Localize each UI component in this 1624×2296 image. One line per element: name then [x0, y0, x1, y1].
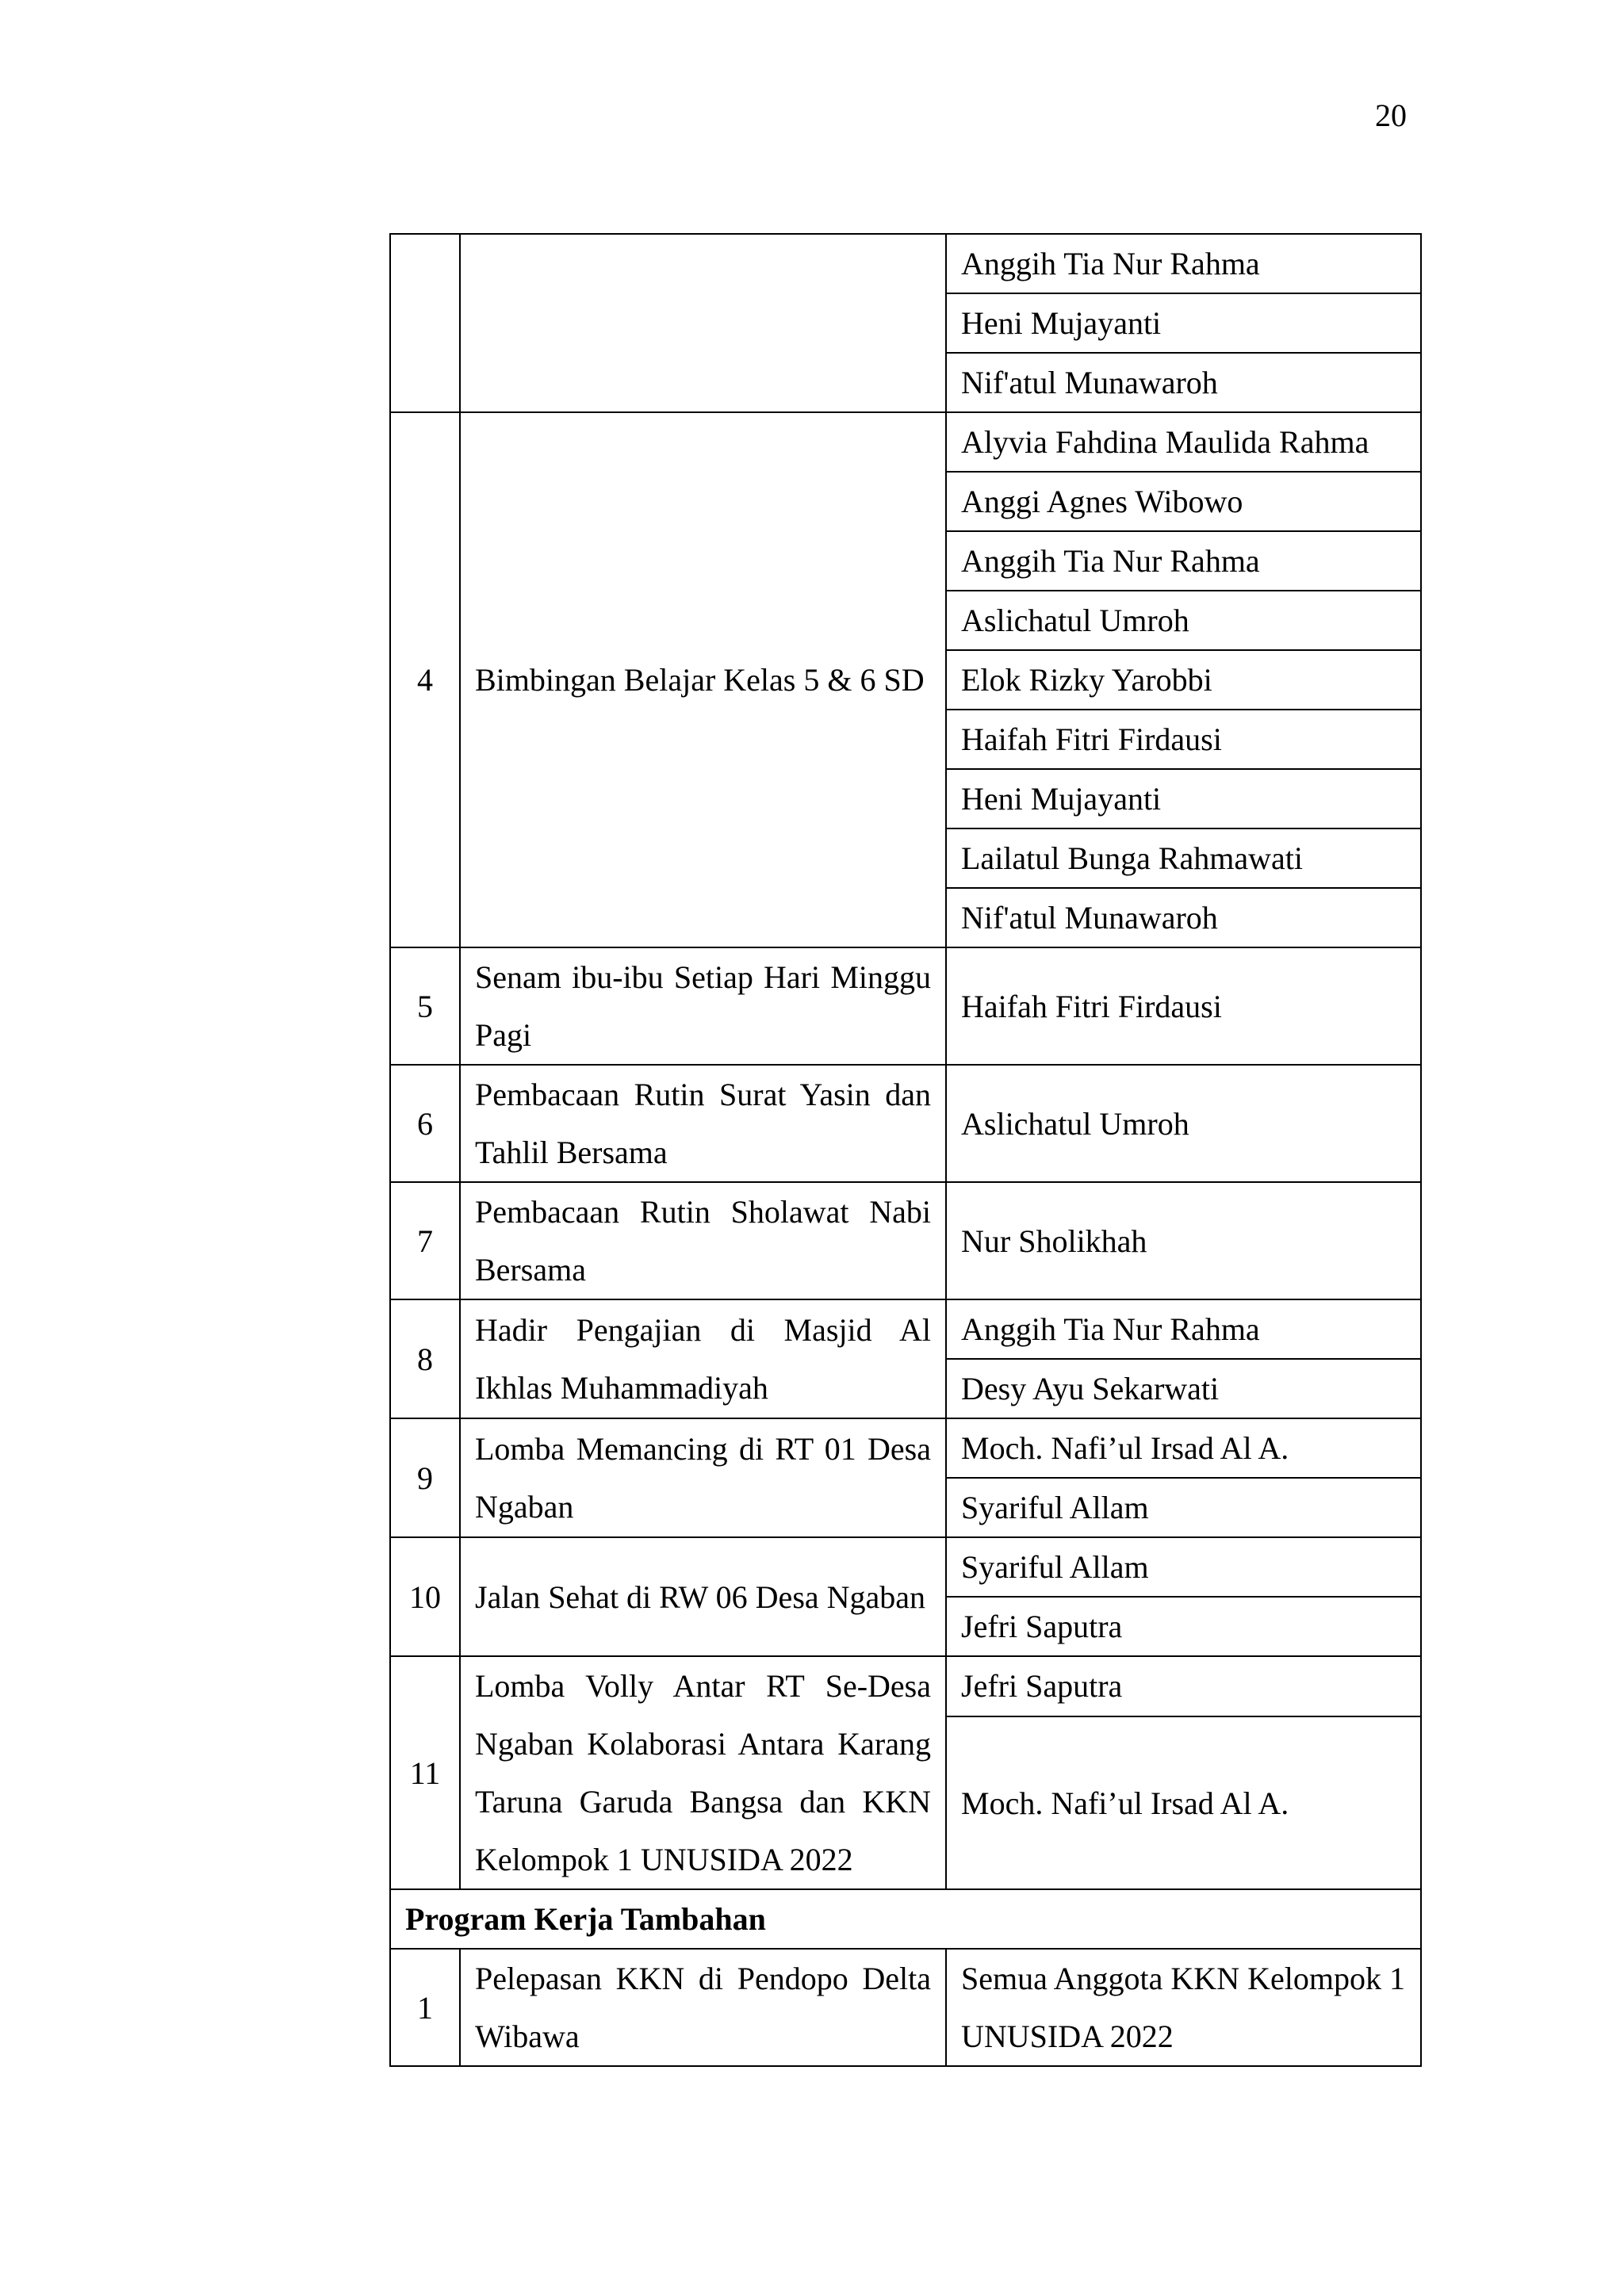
pic-name-cell: Haifah Fitri Firdausi [946, 710, 1421, 769]
pic-name-cell: Anggih Tia Nur Rahma [946, 234, 1421, 293]
table-row [390, 947, 1421, 1065]
pic-name-cell: Semua Anggota KKN Kelompok 1 UNUSIDA 2022 [946, 1949, 1421, 2066]
pic-name-cell: Nif'atul Munawaroh [946, 353, 1421, 412]
section-row [390, 1889, 1421, 1949]
pic-name-cell: Alyvia Fahdina Maulida Rahma [946, 412, 1421, 472]
pic-name-cell: Heni Mujayanti [946, 769, 1421, 828]
table-row [390, 1418, 1421, 1478]
pic-name-cell: Nur Sholikhah [946, 1182, 1421, 1299]
pic-name-cell: Moch. Nafi’ul Irsad Al A. [946, 1716, 1421, 1889]
row-number-cell: 10 [390, 1537, 460, 1656]
table-row [390, 1656, 1421, 1716]
row-number-cell [390, 234, 460, 412]
page-number: 20 [1375, 98, 1407, 133]
pic-name-cell: Haifah Fitri Firdausi [946, 947, 1421, 1065]
program-cell: Lomba Memancing di RT 01 Desa Ngaban [460, 1418, 946, 1537]
row-number-cell: 7 [390, 1182, 460, 1299]
row-number-cell: 6 [390, 1065, 460, 1182]
pic-name-cell: Syariful Allam [946, 1537, 1421, 1597]
program-cell [460, 234, 946, 412]
table-row [390, 234, 1421, 293]
pic-name-cell: Elok Rizky Yarobbi [946, 650, 1421, 710]
pic-name-cell: Moch. Nafi’ul Irsad Al A. [946, 1418, 1421, 1478]
table-row [390, 412, 1421, 472]
pic-name-cell: Anggi Agnes Wibowo [946, 472, 1421, 531]
table-row [390, 1537, 1421, 1597]
table-row [390, 1299, 1421, 1359]
pic-name-cell: Aslichatul Umroh [946, 1065, 1421, 1182]
pic-name-cell: Heni Mujayanti [946, 293, 1421, 353]
program-cell: Pembacaan Rutin Surat Yasin dan Tahlil Bersama [460, 1065, 946, 1182]
program-cell: Jalan Sehat di RW 06 Desa Ngaban [460, 1537, 946, 1656]
row-number-cell: 1 [390, 1949, 460, 2066]
row-number-cell: 8 [390, 1299, 460, 1418]
pic-name-cell: Lailatul Bunga Rahmawati [946, 828, 1421, 888]
row-number-cell: 4 [390, 412, 460, 947]
program-cell: Hadir Pengajian di Masjid Al Ikhlas Muhammadiyah [460, 1299, 946, 1418]
program-cell: Bimbingan Belajar Kelas 5 & 6 SD [460, 412, 946, 947]
row-number-cell: 5 [390, 947, 460, 1065]
pic-name-cell: Jefri Saputra [946, 1597, 1421, 1656]
pic-name-cell: Aslichatul Umroh [946, 591, 1421, 650]
section-title: Program Kerja Tambahan [390, 1889, 1421, 1949]
pic-name-cell: Syariful Allam [946, 1478, 1421, 1537]
row-number-cell: 11 [390, 1656, 460, 1889]
pic-name-cell: Jefri Saputra [946, 1656, 1421, 1716]
pic-name-cell: Anggih Tia Nur Rahma [946, 1299, 1421, 1359]
row-number-cell: 9 [390, 1418, 460, 1537]
program-cell: Pelepasan KKN di Pendopo Delta Wibawa [460, 1949, 946, 2066]
pic-name-cell: Desy Ayu Sekarwati [946, 1359, 1421, 1418]
program-cell: Senam ibu-ibu Setiap Hari Minggu Pagi [460, 947, 946, 1065]
table-row [390, 1065, 1421, 1182]
work-program-table [389, 233, 1422, 2067]
program-cell: Pembacaan Rutin Sholawat Nabi Bersama [460, 1182, 946, 1299]
program-cell: Lomba Volly Antar RT Se-Desa Ngaban Kolaborasi Antara Karang Taruna Garuda Bangsa dan KKN Kelompok 1 UNUSIDA 2022 [460, 1656, 946, 1889]
table-row [390, 1949, 1421, 2066]
pic-name-cell: Anggih Tia Nur Rahma [946, 531, 1421, 591]
table-row [390, 1182, 1421, 1299]
pic-name-cell: Nif'atul Munawaroh [946, 888, 1421, 947]
